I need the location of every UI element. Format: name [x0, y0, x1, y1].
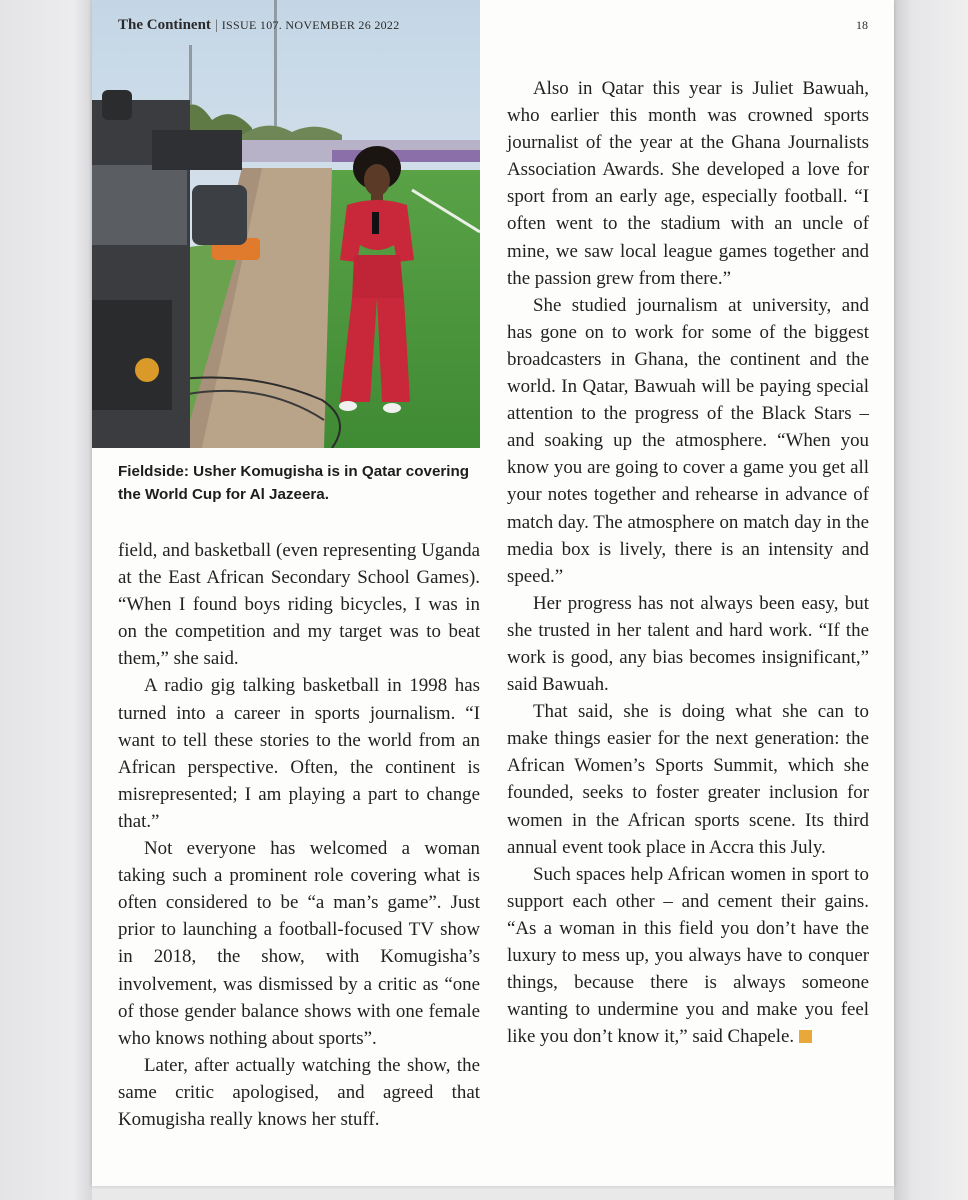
fieldside-photo — [92, 0, 480, 448]
article-end-mark — [799, 1030, 812, 1043]
right-paragraph-4: That said, she is doing what she can to make things easier for the next generation: the African Women’s Sports Summit, which she founded, seeks to foster greater inclusion for women in the African sports scene. Its third annual event took place in Accra this July. — [507, 701, 869, 858]
page-left-margin — [0, 0, 92, 1200]
header-separator: | — [214, 18, 218, 33]
right-column — [507, 75, 869, 1050]
page-right-margin — [894, 0, 968, 1200]
left-paragraph-4: Later, after actually watching the show, the same critic apologised, and agreed that Komugisha really knows her stuff. — [118, 1054, 480, 1130]
right-paragraph-2: She studied journalism at university, and has gone on to work for some of the biggest broadcasters in Ghana, the continent and the world. In Qatar, Bawuah will be paying special attention to the progress of the Black Stars – and soaking up the atmosphere. “When you know you are going to cover a game you get all your notes together and rehearse in advance of match day. The atmosphere on match day in the media box is lively, there is an intensity and speed.” — [507, 294, 869, 587]
left-paragraph-3: Not everyone has welcomed a woman taking such a prominent role covering what is often considered to be “a man’s game”. Just prior to launching a football-focused TV show in 2018, the show, with Komugisha’s involvement, was dismissed by a critic as “one of those gender balance shows with one female who knows nothing about sports”. — [118, 838, 480, 1049]
left-paragraph-2: A radio gig talking basketball in 1998 has turned into a career in sports journalism. “I want to tell these stories to the world from an African perspective. Often, the continent is misrepresented; I am playing a part to change that.” — [118, 675, 480, 832]
left-column — [118, 537, 480, 1133]
magazine-page — [92, 0, 894, 1186]
page-number: 18 — [856, 18, 868, 32]
right-paragraph-1: Also in Qatar this year is Juliet Bawuah, who earlier this month was crowned sports journalist of the year at the Ghana Journalists Association Awards. She developed a love for sport from an early age, especially football. “I often went to the stadium with an uncle of mine, we saw local league games together and the passion grew from there.” — [507, 78, 869, 289]
right-paragraph-3: Her progress has not always been easy, but she trusted in her talent and hard work. “If the work is good, any bias becomes insignificant,” said Bawuah. — [507, 592, 869, 696]
page-header — [118, 17, 868, 39]
left-paragraph-1: field, and basketball (even representing Uganda at the East African Secondary School Games). “When I found boys riding bicycles, I was in on the competition and my target was to beat them,” she said. — [118, 540, 480, 670]
issue-info: ISSUE 107. NOVEMBER 26 2022 — [221, 18, 400, 32]
right-paragraph-5 — [507, 861, 869, 1051]
publication-title: The Continent — [118, 17, 211, 33]
right-paragraph-5-text: Such spaces help African women in sport to support each other – and cement their gains. “As a woman in this field you don’t have the luxury to mess up, you always have to conquer things, because there is always someone wanting to undermine you and make you feel like you don’t know it,” said Chapele. — [507, 863, 869, 1048]
photo-caption: Fieldside: Usher Komugisha is in Qatar covering the World Cup for Al Jazeera. — [118, 463, 470, 503]
